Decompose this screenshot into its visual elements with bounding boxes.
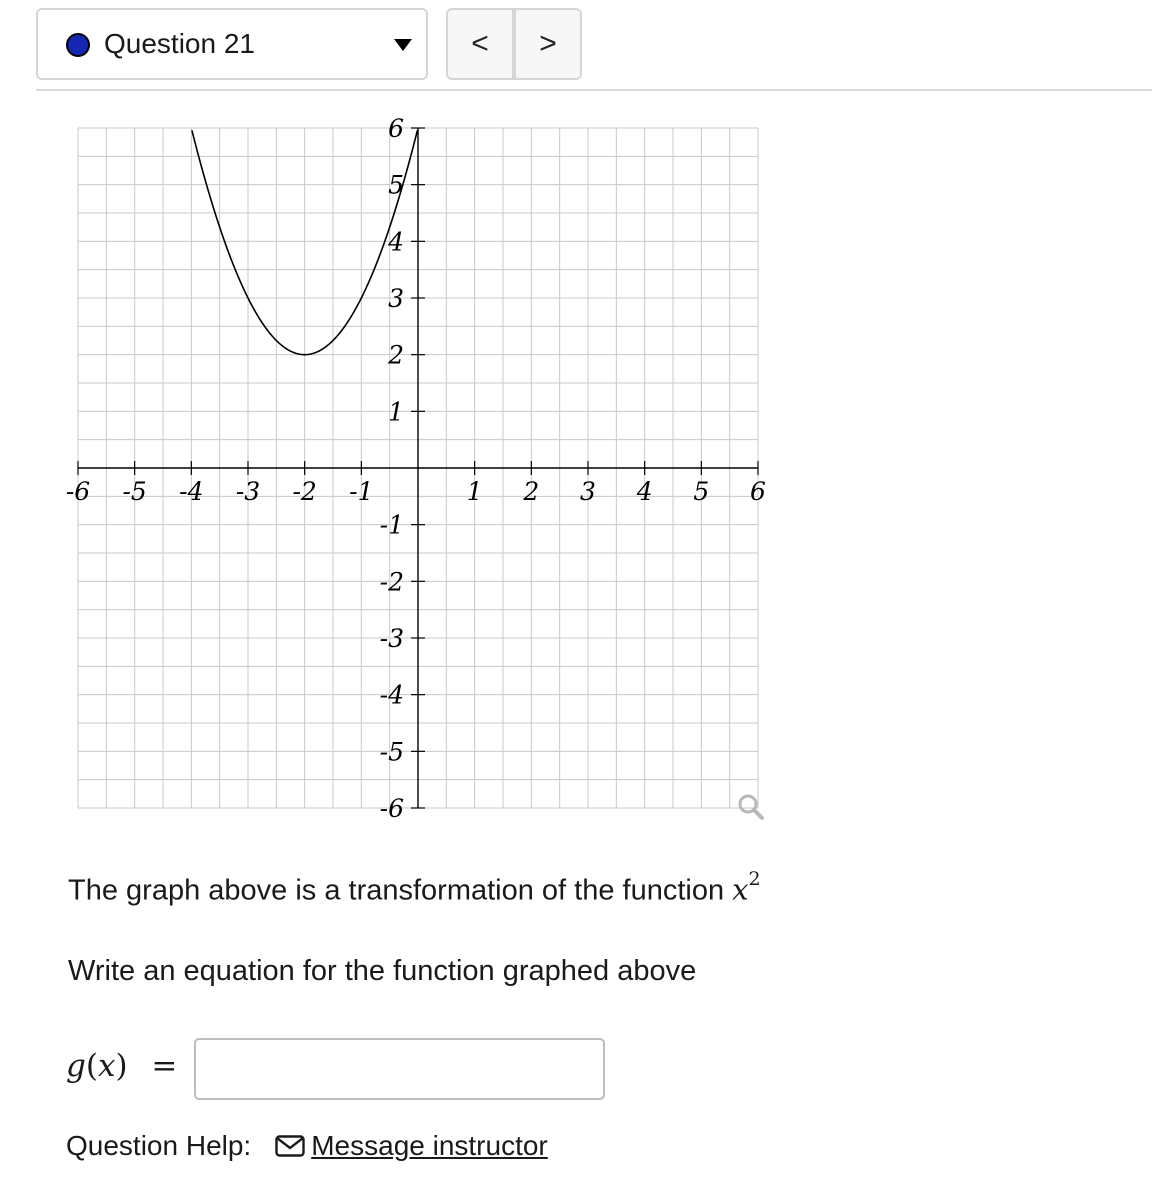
x-tick-label: -3 — [235, 477, 261, 506]
x-tick-label: 3 — [580, 477, 596, 506]
x-tick-label: 6 — [750, 477, 766, 506]
answer-label: g(x) = — [66, 1048, 178, 1084]
x-tick-label: -1 — [349, 477, 374, 506]
question-nav — [446, 8, 582, 80]
graph — [60, 118, 780, 830]
question-help — [66, 1130, 548, 1162]
y-tick-label: 2 — [388, 340, 404, 370]
dropdown-caret-icon — [394, 39, 412, 51]
y-tick-label: -4 — [379, 680, 404, 710]
question-label: Question 21 — [104, 28, 255, 59]
x-tick-label: 4 — [636, 477, 653, 506]
y-tick-label: -3 — [379, 624, 404, 653]
mail-icon — [275, 1135, 305, 1157]
x-tick-label: -4 — [179, 477, 204, 506]
question-selector[interactable] — [36, 8, 428, 80]
magnifier-icon[interactable] — [740, 796, 762, 818]
x-tick-label: -5 — [122, 477, 147, 506]
x-tick-label: 1 — [466, 477, 483, 506]
x-tick-label: -6 — [65, 477, 91, 506]
x-tick-labels — [66, 477, 766, 506]
question-status-dot — [66, 33, 90, 57]
prompt-text: The graph above is a transformation of the function — [68, 874, 733, 907]
answer-input[interactable] — [194, 1038, 605, 1100]
y-tick-label: -6 — [379, 794, 404, 823]
next-question-button[interactable]: > — [539, 27, 557, 60]
y-tick-labels — [380, 118, 404, 823]
graph-axes — [78, 128, 758, 808]
help-label: Question Help: — [66, 1130, 252, 1161]
y-tick-label: 6 — [388, 118, 404, 143]
y-tick-label: 4 — [388, 227, 404, 257]
y-tick-label: 1 — [388, 397, 404, 427]
prev-question-button[interactable]: < — [448, 10, 516, 78]
question-prompt — [68, 868, 761, 908]
y-tick-label: 5 — [388, 170, 404, 200]
header-divider — [36, 89, 1152, 91]
y-tick-label: -1 — [379, 510, 404, 540]
y-tick-label: 3 — [388, 284, 404, 313]
base-function: x — [732, 872, 749, 907]
x-tick-label: -2 — [292, 477, 317, 506]
base-exponent: 2 — [748, 868, 761, 890]
instruction-text: Write an equation for the function graphed above — [68, 955, 697, 987]
y-tick-label: -5 — [379, 737, 404, 767]
x-tick-label: 5 — [693, 477, 710, 506]
x-tick-label: 2 — [523, 477, 540, 506]
y-tick-label: -2 — [379, 567, 404, 597]
message-instructor-link[interactable]: Message instructor — [311, 1130, 548, 1161]
